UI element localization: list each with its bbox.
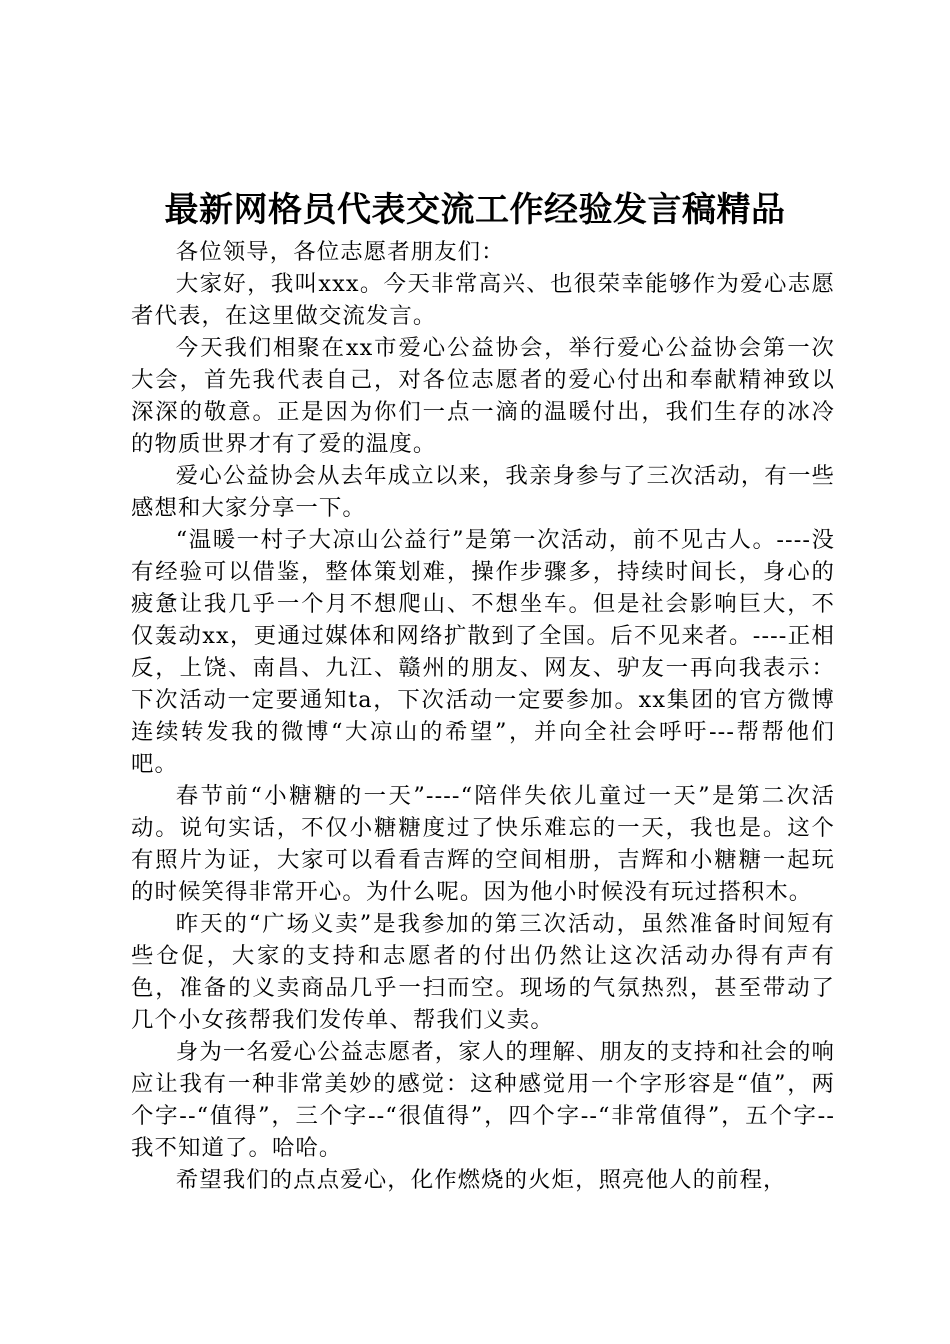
paragraph-feelings: 身为一名爱心公益志愿者，家人的理解、朋友的支持和社会的响应让我有一种非常美妙的感觉：这种感觉用一个字形容是“值”，两个字--“值得”，三个字--“很值得”，四个字--“非常值得”，五个字--我不知道了。哈哈。: [131, 1039, 835, 1161]
paragraph-intro: 今天我们相聚在xx市爱心公益协会，举行爱心公益协会第一次大会，首先我代表自己，对各位志愿者的爱心付出和奉献精神致以深深的敬意。正是因为你们一点一滴的温暖付出，我们生存的冰冷的物质世界才有了爱的温度。: [131, 335, 835, 457]
paragraph-first-activity: “温暖一村子大凉山公益行”是第一次活动，前不见古人。----没有经验可以借鉴，整体策划难，操作步骤多，持续时间长，身心的疲惫让我几乎一个月不想爬山、不想坐车。但是社会影响巨大，不仅轰动xx，更通过媒体和网络扩散到了全国。后不见来者。----正相反，上饶、南昌、九江、赣州的朋友、网友、驴友一再向我表示：下次活动一定要通知ta，下次活动一定要参加。xx集团的官方微博连续转发我的微博“大凉山的希望”，并向全社会呼吁---帮帮他们吧。: [131, 527, 835, 777]
paragraph-third-activity: 昨天的“广场义卖”是我参加的第三次活动，虽然准备时间短有些仓促，大家的支持和志愿者的付出仍然让这次活动办得有声有色，准备的义卖商品几乎一扫而空。现场的气氛热烈，甚至带动了几个小女孩帮我们发传单、帮我们义卖。: [131, 911, 835, 1033]
document-title: 最新网格员代表交流工作经验发言稿精品: [164, 190, 786, 230]
paragraph-greeting: 大家好，我叫xxx。今天非常高兴、也很荣幸能够作为爱心志愿者代表，在这里做交流发言。: [131, 271, 835, 329]
paragraph-salutation: 各位领导，各位志愿者朋友们：: [175, 239, 505, 265]
paragraph-second-activity: 春节前“小糖糖的一天”----“陪伴失依儿童过一天”是第二次活动。说句实话，不仅小糖糖度过了快乐难忘的一天，我也是。这个有照片为证，大家可以看看吉辉的空间相册，吉辉和小糖糖一起玩的时候笑得非常开心。为什么呢。因为他小时候没有玩过搭积木。: [131, 783, 835, 905]
document-body: [131, 236, 835, 1196]
paragraph-activities-overview: 爱心公益协会从去年成立以来，我亲身参与了三次活动，有一些感想和大家分享一下。: [131, 463, 835, 521]
paragraph-closing: 希望我们的点点爱心，化作燃烧的火炬，照亮他人的前程，: [175, 1167, 787, 1193]
